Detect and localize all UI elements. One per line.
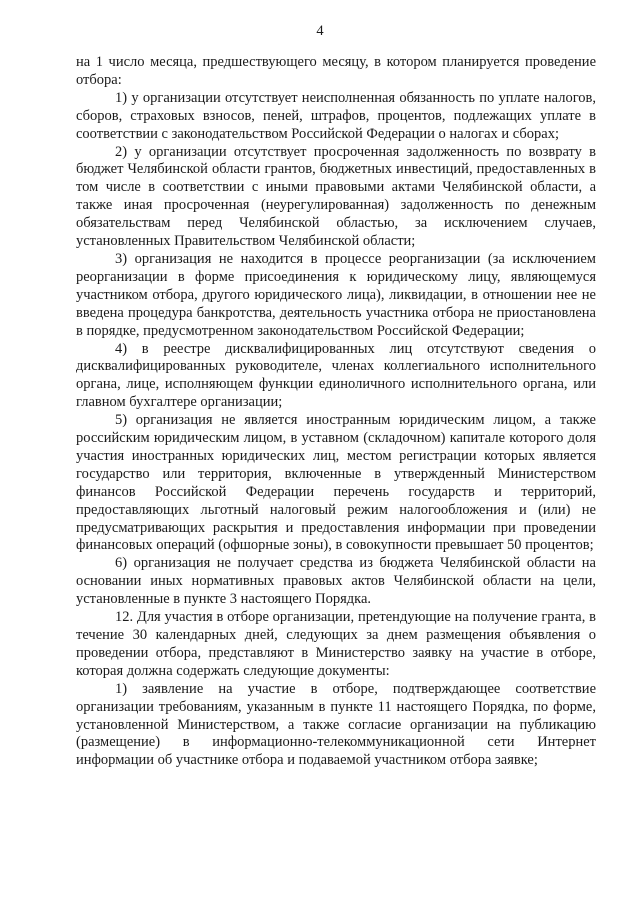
paragraph-item-5: 5) организация не является иностранным юридическим лицом, а также российским юридическим лицом, в уставном (складочном) капитале которого доля участия иностранных юридических лиц, местом регистрации которых является государство или территория, включенные в утвержденный Министерством финансов Российской Федерации перечень государств и территорий, предоставляющих льготный налоговый режим налогообложения и (или) не предусматривающих раскрытия и предоставления информации при проведении финансовых операций (офшорные зоны), в совокупности превышает 50 процентов; — [76, 412, 596, 554]
paragraph-item-2: 2) у организации отсутствует просроченная задолженность по возврату в бюджет Челябинской области грантов, бюджетных инвестиций, предоставленных в том числе в соответствии с иными правовыми актами Челябинской области, а также иная просроченная (неурегулированная) задолженность по денежным обязательствам перед Челябинской областью, за исключением случаев, установленных Правительством Челябинской области; — [76, 143, 596, 250]
paragraph-continuation: на 1 число месяца, предшествующего месяцу, в котором планируется проведение отбора: — [76, 54, 596, 88]
paragraph-clause-12: 12. Для участия в отборе организации, претендующие на получение гранта, в течение 30 календарных дней, следующих за днем размещения объявления о проведении отбора, представляют в Министерство заявку на участие в отборе, которая должна содержать следующие документы: — [76, 609, 596, 679]
paragraph-item-3: 3) организация не находится в процессе реорганизации (за исключением реорганизации в форме присоединения к юридическому лицу, являющемуся участником отбора, другого юридического лица), ликвидации, в отношении нее не введена процедура банкротства, деятельность участника отбора не приостановлена в порядке, предусмотренном законодательством Российской Федерации; — [76, 250, 596, 339]
paragraph-item-1: 1) у организации отсутствует неисполненная обязанность по уплате налогов, сборов, страховых взносов, пеней, штрафов, процентов, подлежащих уплате в соответствии с законодательством Российской Федерации о налогах и сборах; — [76, 89, 596, 142]
paragraph-item-6: 6) организация не получает средства из бюджета Челябинской области на основании иных нормативных правовых актов Челябинской области на цели, установленные в пункте 3 настоящего Порядка. — [76, 555, 596, 608]
paragraph-item-4: 4) в реестре дисквалифицированных лиц отсутствуют сведения о дисквалифицированных руководителе, членах коллегиального исполнительного органа, лице, исполняющем функции единоличного исполнительного органа, или главном бухгалтере организации; — [76, 340, 596, 411]
page-number: 4 — [316, 23, 324, 39]
paragraph-clause-12-item-1: 1) заявление на участие в отборе, подтверждающее соответствие организации требованиям, указанным в пункте 11 настоящего Порядка, по форме, установленной Министерством, а также согласие организации на публикацию (размещение) в информационно-телекоммуникационной сети Интернет информации об участнике отбора и подаваемой участником отбора заявке; — [76, 680, 596, 769]
document-body — [76, 54, 596, 770]
